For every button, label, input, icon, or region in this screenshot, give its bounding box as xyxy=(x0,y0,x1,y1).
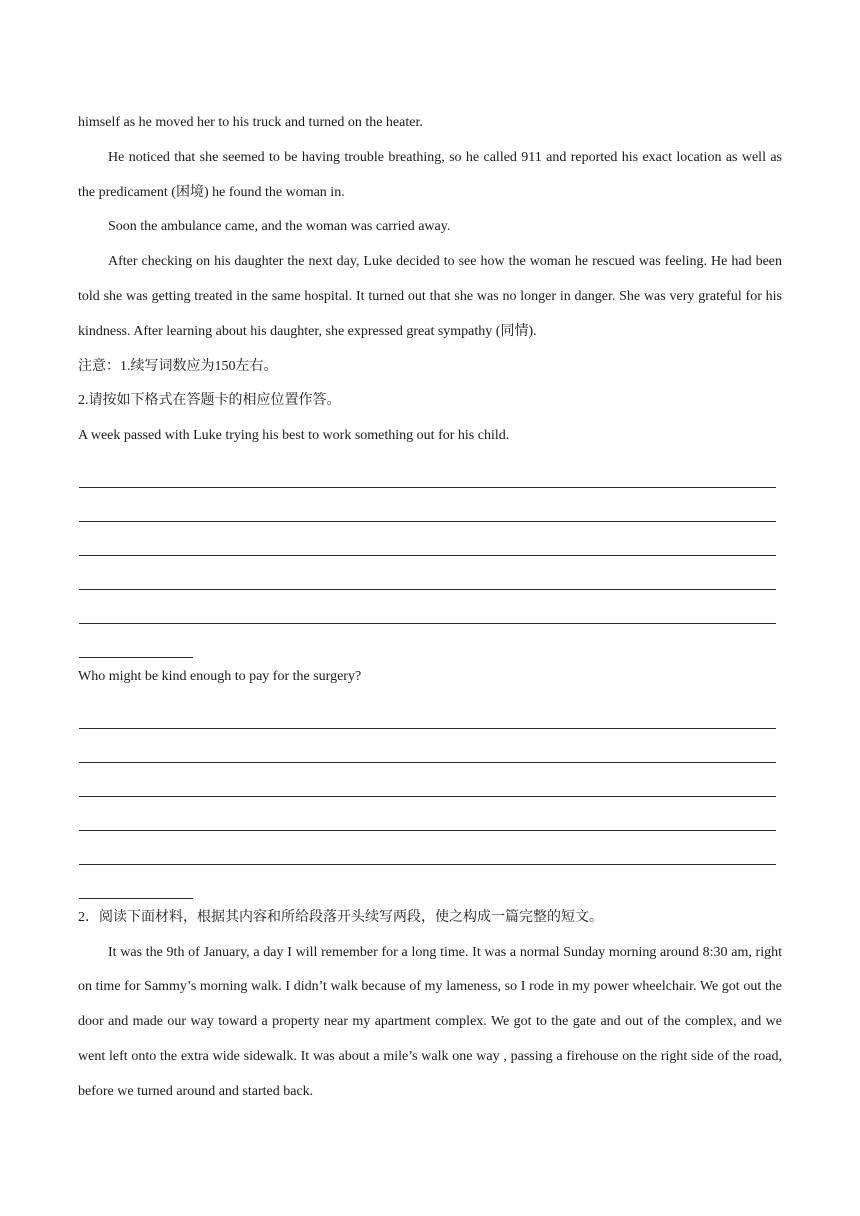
continuation-prompt-2: Who might be kind enough to pay for the surgery? xyxy=(78,668,362,684)
answer-line[interactable] xyxy=(79,729,776,763)
continuation-prompt-1: A week passed with Luke trying his best to work something out for his child. xyxy=(78,428,510,444)
answer-line[interactable] xyxy=(79,831,776,865)
note-answer-format: 2.请按如下格式在答题卡的相应位置作答。 xyxy=(78,393,341,409)
answer-line[interactable] xyxy=(79,556,776,590)
answer-line-short[interactable] xyxy=(79,624,193,658)
answer-line[interactable] xyxy=(79,763,776,797)
note-word-count: 注意：1.续写词数应为150左右。 xyxy=(78,358,278,374)
answer-lines-1 xyxy=(78,454,782,658)
answer-line[interactable] xyxy=(79,454,776,488)
question-2-passage: It was the 9th of January, a day I will remember for a long time. It was a normal Sunday morning around 8:30 am, right on time for Sammy’s morning walk. I didn’t walk because of my lameness, so I rode in my power wheelchair. We got out the door and made our way toward a property near my apartment complex. We got to the gate and out of the complex, and we went left onto the extra wide sidewalk. It was about a mile’s walk one way , passing a firehouse on the right side of the road, before we turned around and started back. xyxy=(78,944,782,1099)
answer-line[interactable] xyxy=(79,797,776,831)
answer-line[interactable] xyxy=(79,590,776,624)
answer-line[interactable] xyxy=(79,488,776,522)
answer-line[interactable] xyxy=(79,522,776,556)
answer-lines-2 xyxy=(78,695,782,899)
passage-paragraph-ambulance: Soon the ambulance came, and the woman was carried away. xyxy=(108,219,451,235)
answer-line-short[interactable] xyxy=(79,865,193,899)
passage-line-continuation: himself as he moved her to his truck and turned on the heater. xyxy=(78,115,423,130)
answer-line[interactable] xyxy=(79,695,776,729)
passage-paragraph-next-day: After checking on his daughter the next day, Luke decided to see how the woman he rescued was feeling. He had been told she was getting treated in the same hospital. It turned out that she was no longer in danger. She was very grateful for his kindness. After learning about his daughter, she expressed great sympathy (同情). xyxy=(78,254,782,339)
question-2-heading: 2．阅读下面材料，根据其内容和所给段落开头续写两段，使之构成一篇完整的短文。 xyxy=(78,909,603,925)
passage-paragraph-breathing: He noticed that she seemed to be having trouble breathing, so he called 911 and reported his exact location as well as the predicament (困境) he found the woman in. xyxy=(78,149,782,200)
